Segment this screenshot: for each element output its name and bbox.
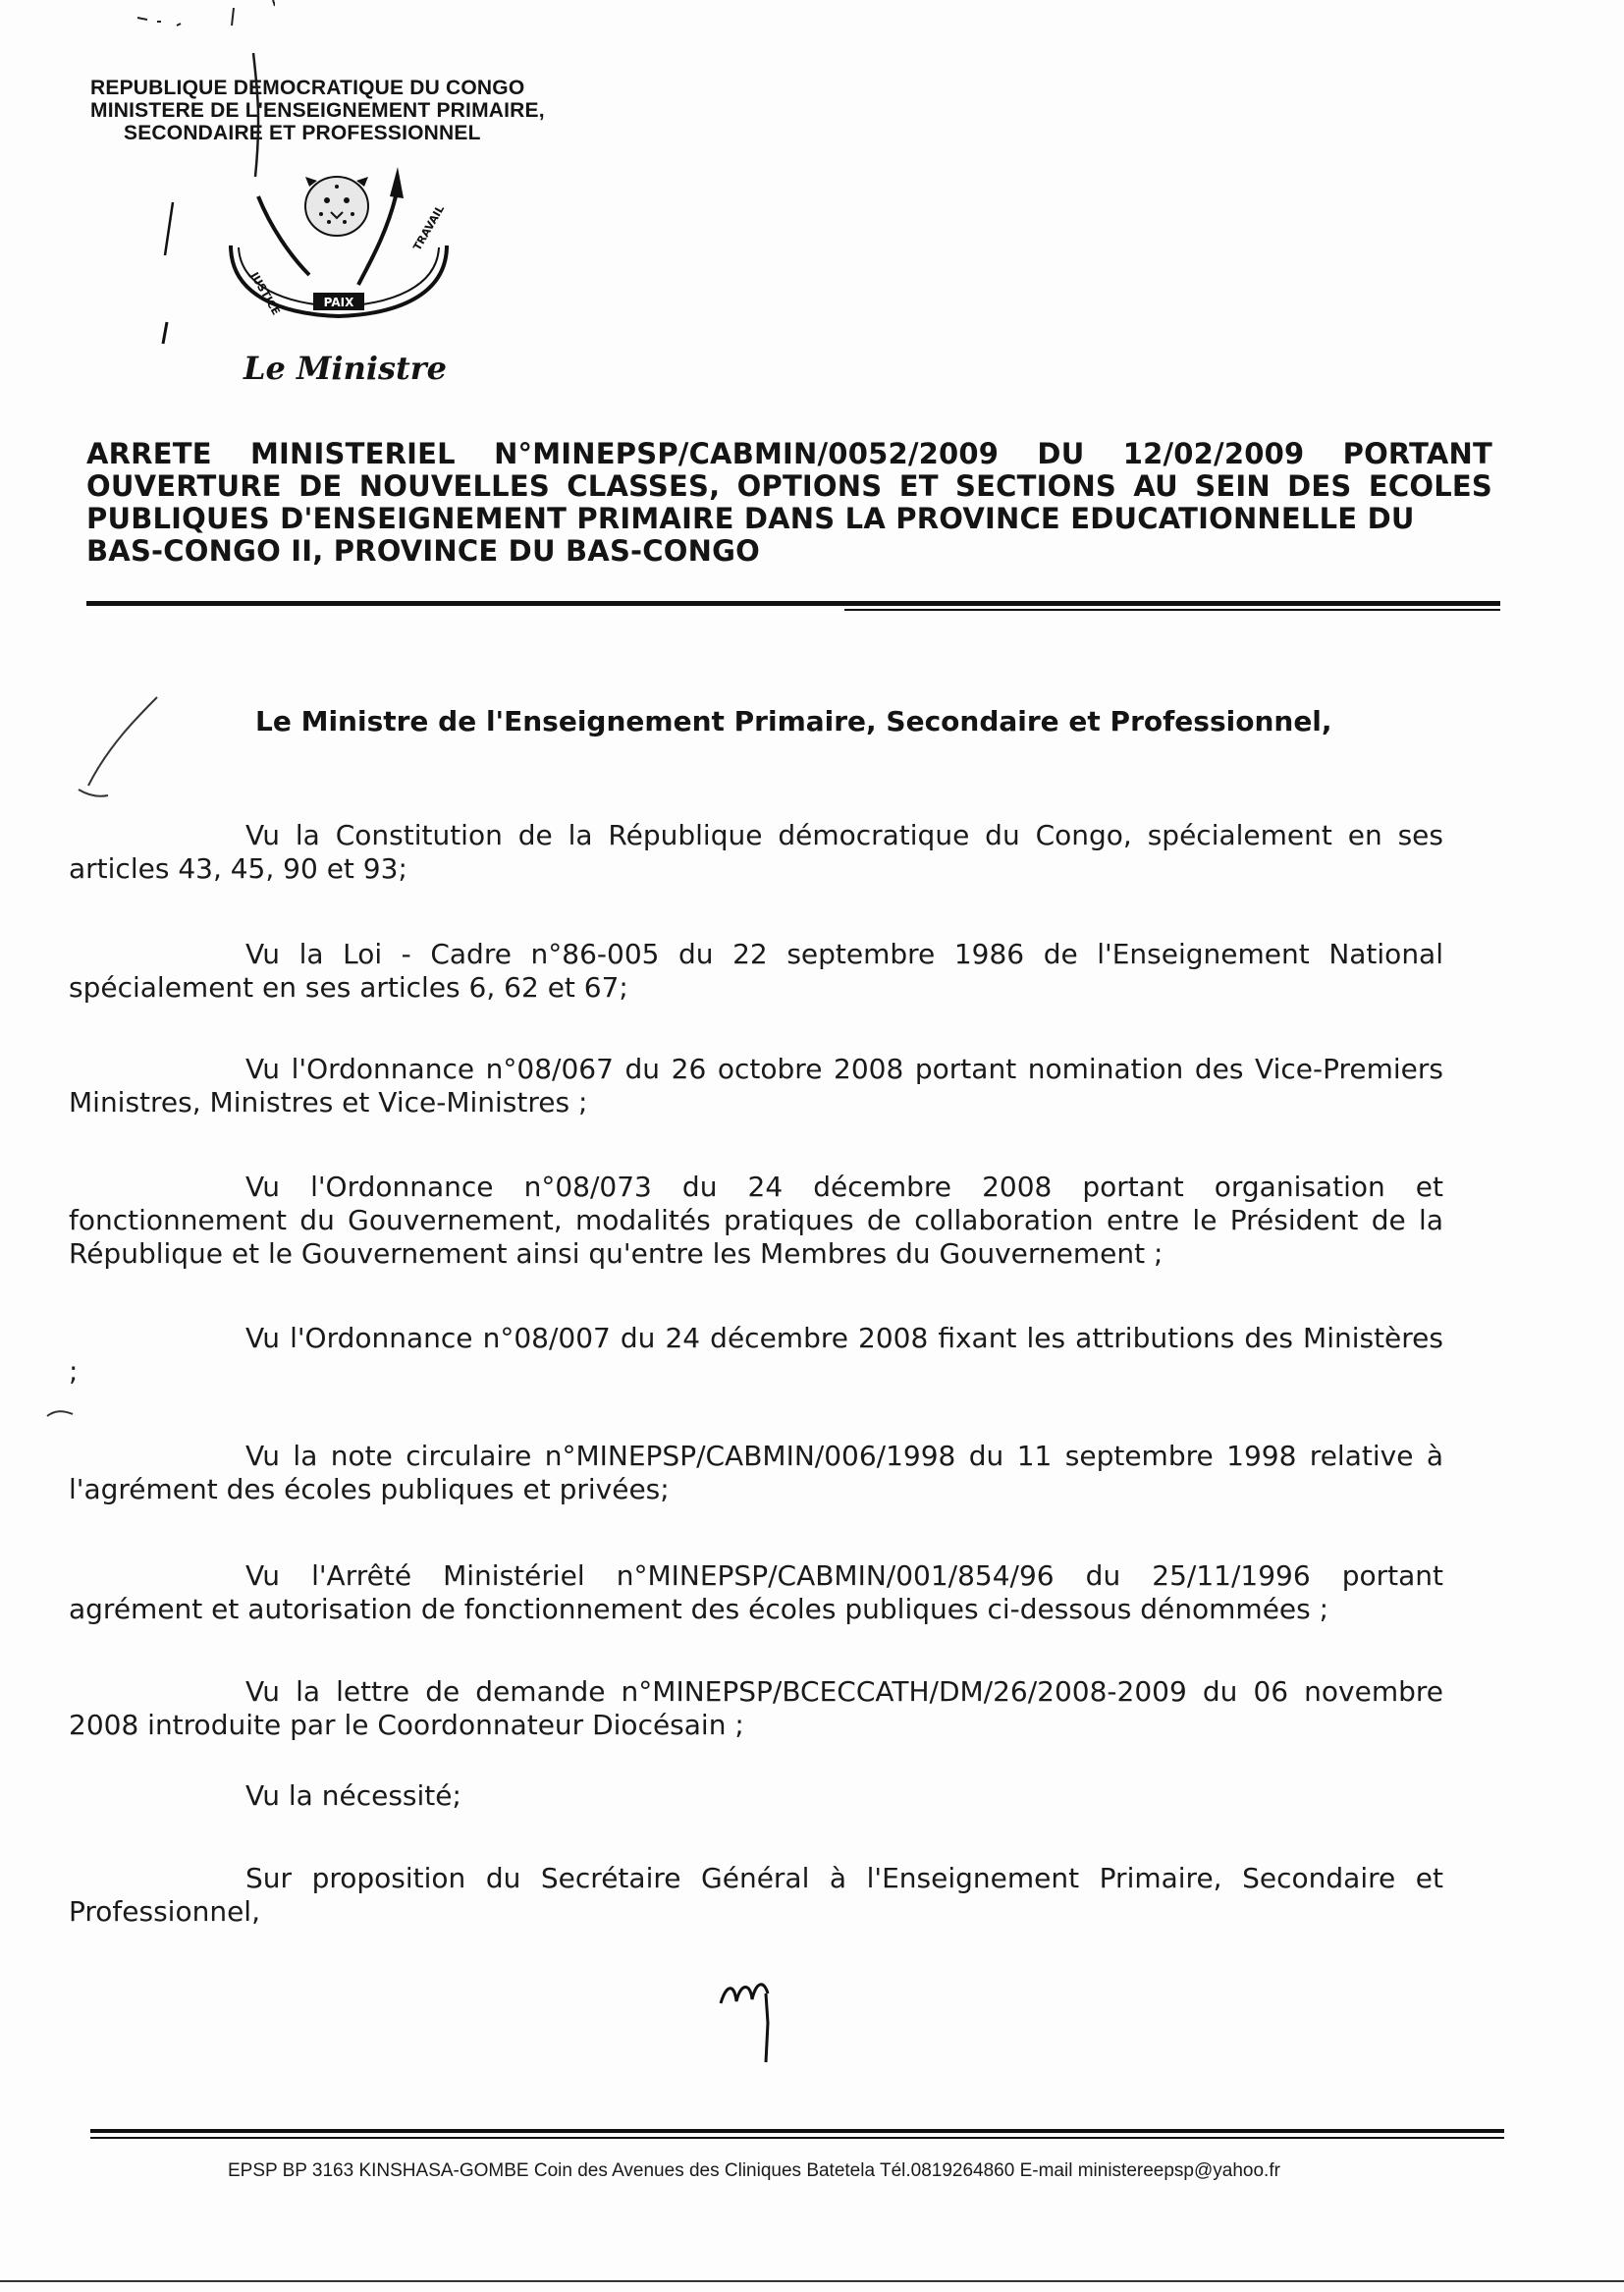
letterhead: [90, 77, 679, 144]
considerant-paragraph: Vu la nécessité;: [245, 1779, 461, 1812]
title-body: OUVERTURE DE NOUVELLES CLASSES, OPTIONS ET SECTIONS AU SEIN DES ECOLES PUBLIQUES D'ENSEIGNEMENT PRIMAIRE DANS LA PROVINCE EDUCATIONNELLE DU: [86, 469, 1492, 535]
considerant-paragraph: Sur proposition du Secrétaire Général à l'Enseignement Primaire, Secondaire et Professionnel,: [69, 1862, 1443, 1928]
document-title: [86, 438, 1492, 568]
title-underline-thin: [844, 609, 1500, 611]
footer-address: EPSP BP 3163 KINSHASA-GOMBE Coin des Avenues des Cliniques Batetela Tél.0819264860 E-mail ministereepsp@yahoo.fr: [228, 2160, 1280, 2181]
scan-marks-top: [118, 0, 275, 49]
considerant-paragraph: Vu l'Arrêté Ministériel n°MINEPSP/CABMIN/001/854/96 du 25/11/1996 portant agrément et autorisation de fonctionnement des écoles publiques ci-dessous dénommées ;: [69, 1559, 1443, 1625]
considerant-paragraph: Vu l'Ordonnance n°08/007 du 24 décembre 2008 fixant les attributions des Ministères ;: [69, 1322, 1443, 1388]
ministry-name-line-1: MINISTERE DE L'ENSEIGNEMENT PRIMAIRE,: [90, 99, 545, 122]
considerant-paragraph: Vu l'Ordonnance n°08/067 du 26 octobre 2008 portant nomination des Vice-Premiers Ministres, Ministres et Vice-Ministres ;: [69, 1053, 1443, 1119]
title-underline-thick: [86, 601, 1500, 606]
emblem-motto-left: JUSTICE: [247, 270, 283, 318]
minister-title-script: Le Ministre: [244, 350, 448, 387]
margin-marks-left: [157, 196, 196, 354]
footer-rule-thick: [90, 2129, 1504, 2133]
ministry-name-line-2: SECONDAIRE ET PROFESSIONNEL: [124, 122, 481, 144]
emblem-motto-center: PAIX: [323, 296, 354, 309]
considerant-paragraph: Vu la Constitution de la République démocratique du Congo, spécialement en ses articles 43, 45, 90 et 93;: [69, 819, 1443, 885]
scan-bottom-edge: [0, 2280, 1624, 2282]
handwritten-initials: [707, 1964, 795, 2072]
country-name: REPUBLIQUE DEMOCRATIQUE DU CONGO: [90, 77, 525, 99]
intro-minister-line: Le Ministre de l'Enseignement Primaire, Secondaire et Professionnel,: [255, 705, 1332, 737]
emblem-motto-right: TRAVAIL: [410, 202, 448, 253]
considerant-paragraph: Vu la lettre de demande n°MINEPSP/BCECCATH/DM/26/2008-2009 du 06 novembre 2008 introduite par le Coordonnateur Diocésain ;: [69, 1675, 1443, 1741]
considerant-paragraph: Vu l'Ordonnance n°08/073 du 24 décembre 2008 portant organisation et fonctionnement du Gouvernement, modalités pratiques de collaboration entre le Président de la République et le Gouvernement ainsi qu'entre les Membres du Gouvernement ;: [69, 1171, 1443, 1270]
considerant-paragraph: Vu la Loi - Cadre n°86-005 du 22 septembre 1986 de l'Enseignement National spécialement en ses articles 6, 62 et 67;: [69, 938, 1443, 1004]
title-line-1: ARRETE MINISTERIEL N°MINEPSP/CABMIN/0052/2009 DU 12/02/2009 PORTANT: [86, 437, 1492, 470]
coat-of-arms-emblem: [211, 157, 466, 334]
margin-dash: [43, 1404, 82, 1424]
title-last-line: BAS-CONGO II, PROVINCE DU BAS-CONGO: [86, 534, 760, 568]
margin-check-mark: [59, 687, 167, 805]
considerant-paragraph: Vu la note circulaire n°MINEPSP/CABMIN/006/1998 du 11 septembre 1998 relative à l'agrément des écoles publiques et privées;: [69, 1440, 1443, 1505]
footer-rule-thin: [90, 2137, 1504, 2139]
